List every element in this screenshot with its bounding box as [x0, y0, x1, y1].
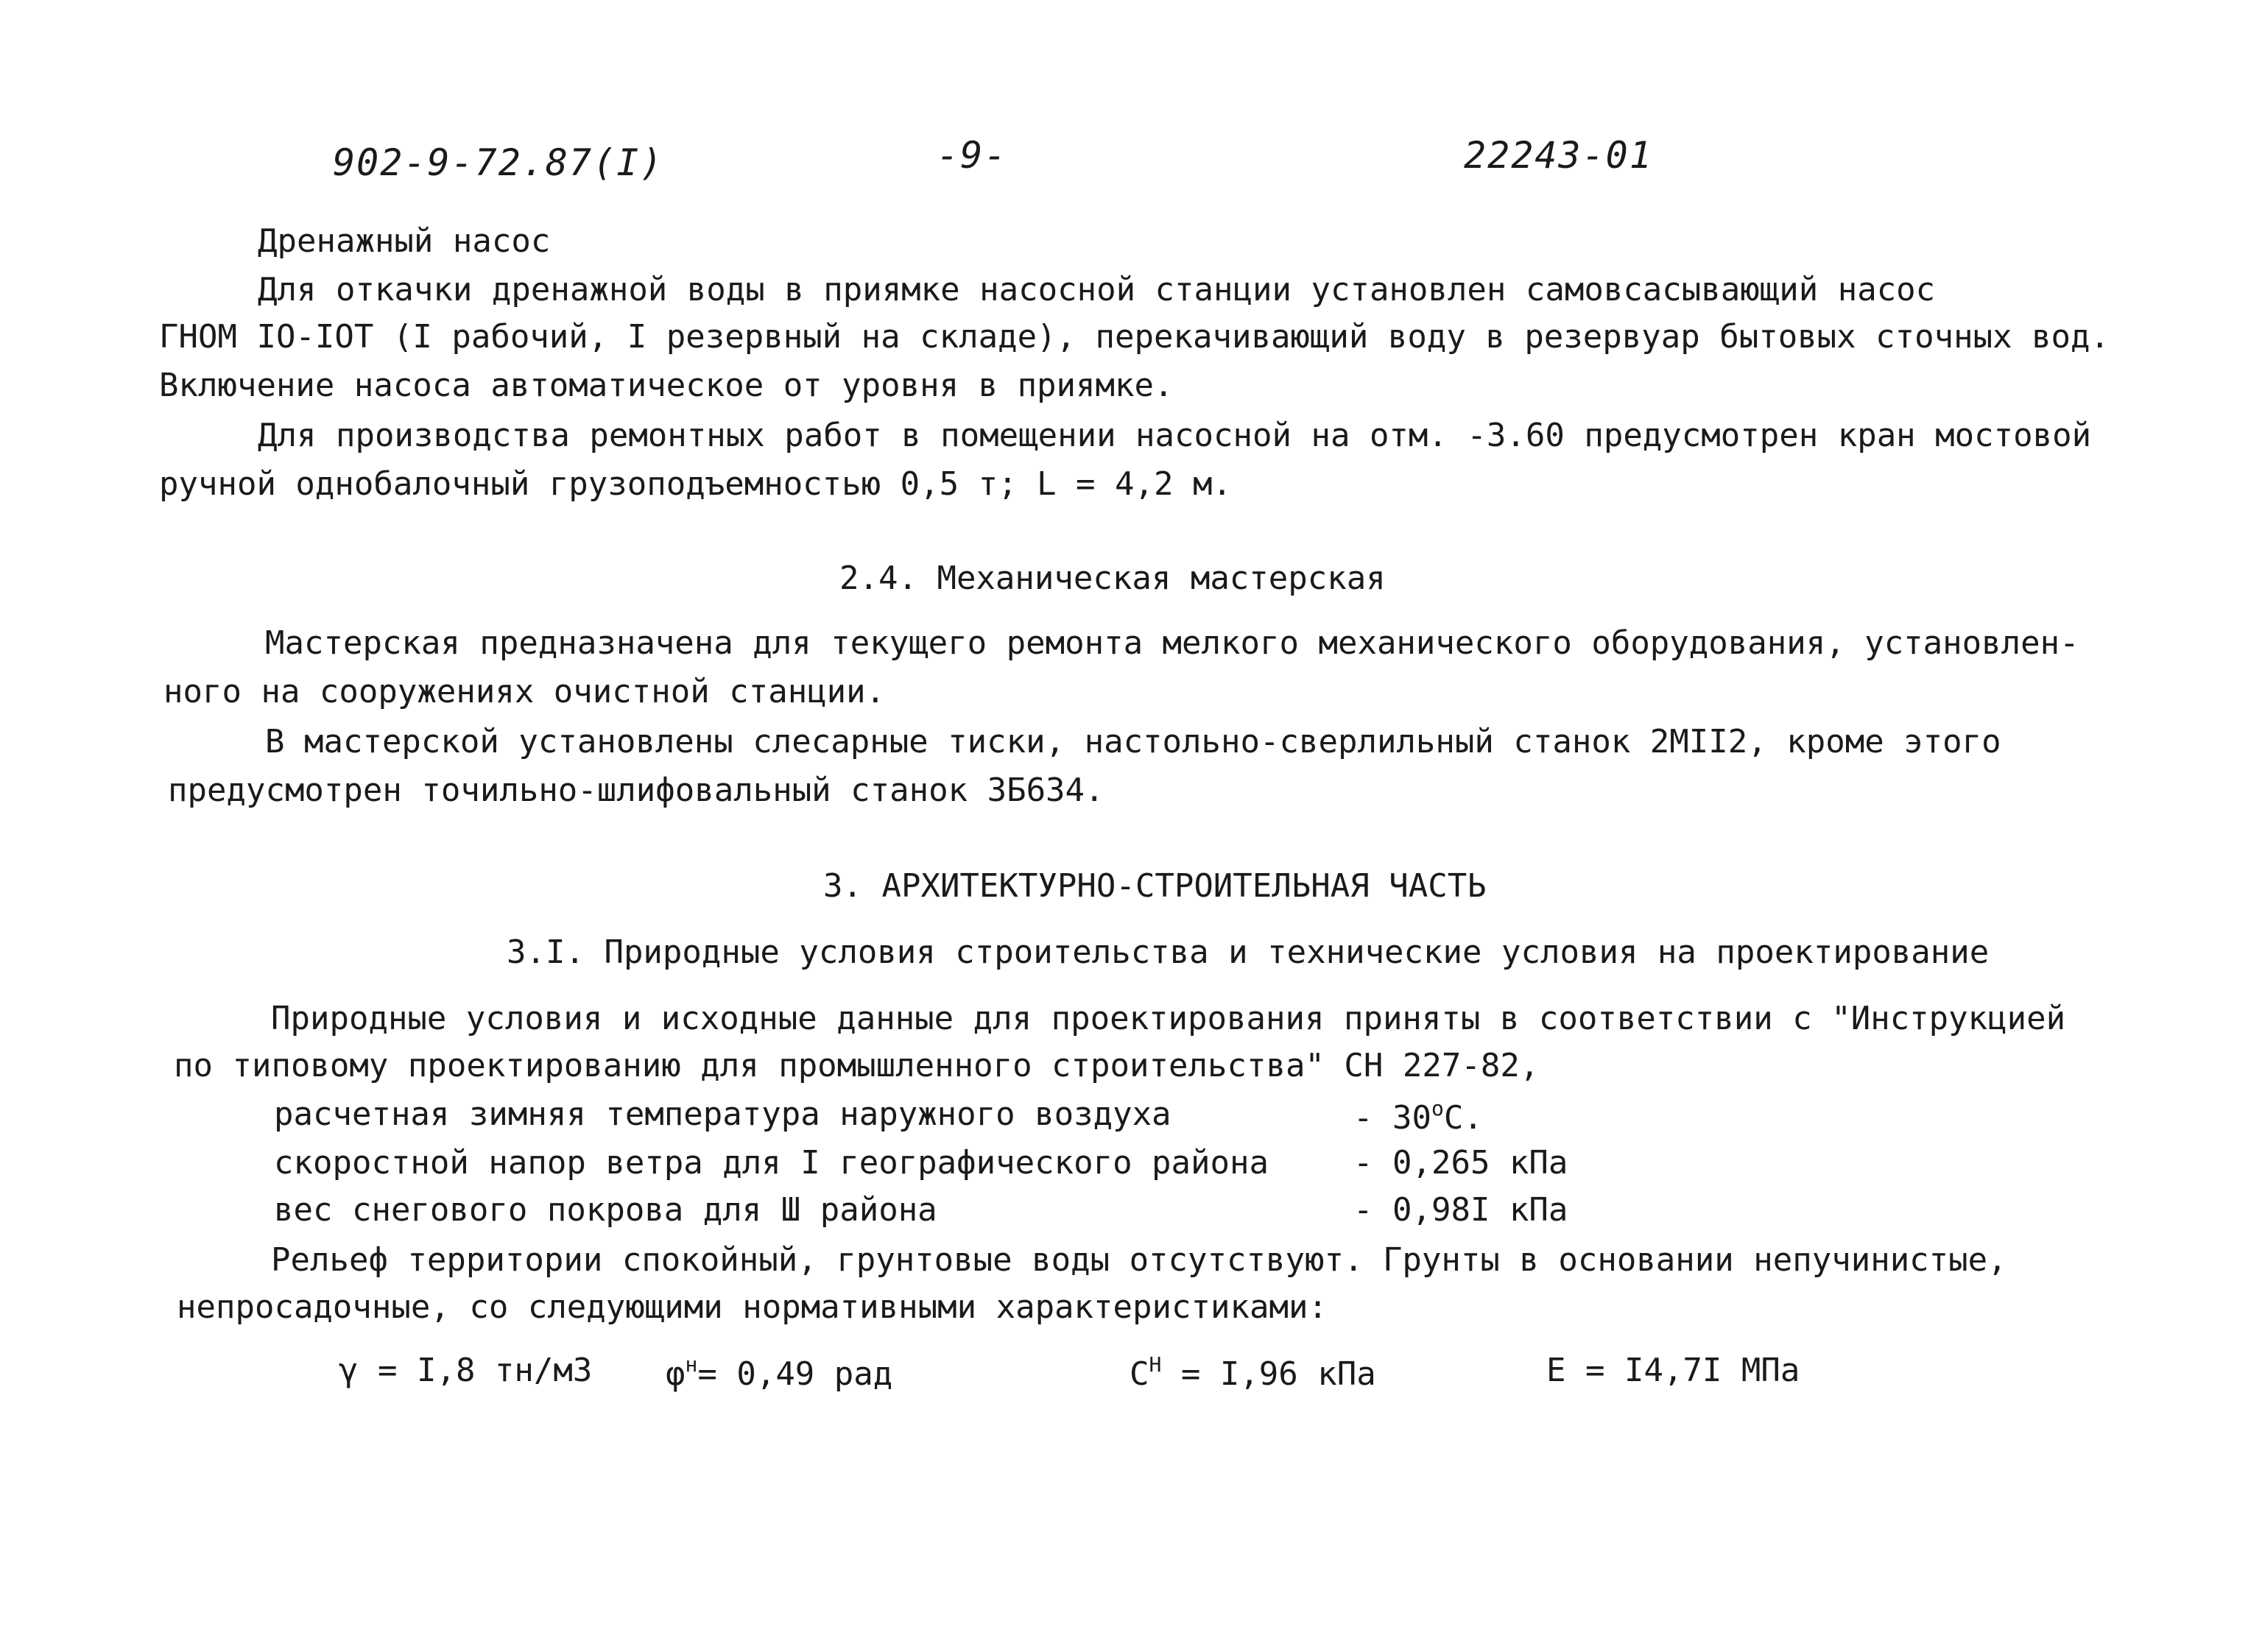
- drainage-paragraph-line: Для откачки дренажной воды в приямке насосной станции установлен самовсасывающий насос: [258, 271, 1936, 308]
- sheet-code: 22243-01: [1464, 134, 1653, 177]
- workshop-paragraph-line: Мастерская предназначена для текущего ремонта мелкого механического оборудования, установлен-: [265, 624, 2079, 662]
- drainage-heading: Дренажный насос: [258, 222, 551, 260]
- workshop-paragraph-line: ного на сооружениях очистной станции.: [163, 673, 886, 710]
- param-value: - 30$^o$С.: [1353, 1096, 1483, 1137]
- section-3-intro-line: по типовому проектированию для промышленного строительства" СН 227-82,: [174, 1047, 1540, 1084]
- soil-cohesion: $С^Н = I,96$ кПа: [1130, 1352, 1376, 1393]
- workshop-paragraph-line: В мастерской установлены слесарные тиски, настольно-сверлильный станок 2МII2, кроме этого: [265, 723, 2001, 760]
- param-value: - 0,98I кПа: [1353, 1191, 1568, 1229]
- drainage-paragraph-line: Включение насоса автоматическое от уровня в приямке.: [159, 367, 1174, 404]
- crane-paragraph-line: Для производства ремонтных работ в помещении насосной на отм. -3.60 предусмотрен кран мостовой: [258, 417, 2092, 454]
- section-2-4-title: 2.4. Механическая мастерская: [839, 560, 1386, 597]
- soil-modulus: E = I4,7I МПа: [1546, 1352, 1800, 1389]
- soil-phi: $\varphi^н= 0,49$ рад: [666, 1352, 893, 1393]
- param-label: скоростной напор ветра для I географического района: [274, 1144, 1269, 1182]
- section-3-title: 3. АРХИТЕКТУРНО-СТРОИТЕЛЬНАЯ ЧАСТЬ: [823, 867, 1487, 905]
- param-label: расчетная зимняя температура наружного воздуха: [274, 1095, 1171, 1133]
- crane-paragraph-line: ручной однобалочный грузоподъемностью 0,5 т; L = 4,2 м.: [159, 465, 1232, 503]
- workshop-paragraph-line: предусмотрен точильно-шлифовальный станок 3Б634.: [168, 772, 1104, 809]
- param-value: - 0,265 кПа: [1353, 1144, 1568, 1182]
- param-label: вес снегового покрова для Ш района: [274, 1191, 937, 1229]
- document-code: 902-9-72.87(I): [333, 141, 664, 184]
- page-number: -9-: [937, 134, 1008, 177]
- relief-paragraph-line: непросадочные, со следующими нормативными характеристиками:: [177, 1288, 1328, 1326]
- relief-paragraph-line: Рельеф территории спокойный, грунтовые воды отсутствуют. Грунты в основании непучинистые,: [271, 1241, 2007, 1279]
- section-3-1-title: 3.I. Природные условия строительства и технические условия на проектирование: [507, 933, 1990, 971]
- section-3-intro-line: Природные условия и исходные данные для проектирования приняты в соответствии с "Инструкцией: [271, 1000, 2066, 1037]
- soil-gamma: γ = I,8 тн/м3: [339, 1352, 593, 1389]
- drainage-paragraph-line: ГНОМ IO-IOТ (I рабочий, I резервный на складе), перекачивающий воду в резервуар бытовых сточных вод.: [159, 318, 2110, 356]
